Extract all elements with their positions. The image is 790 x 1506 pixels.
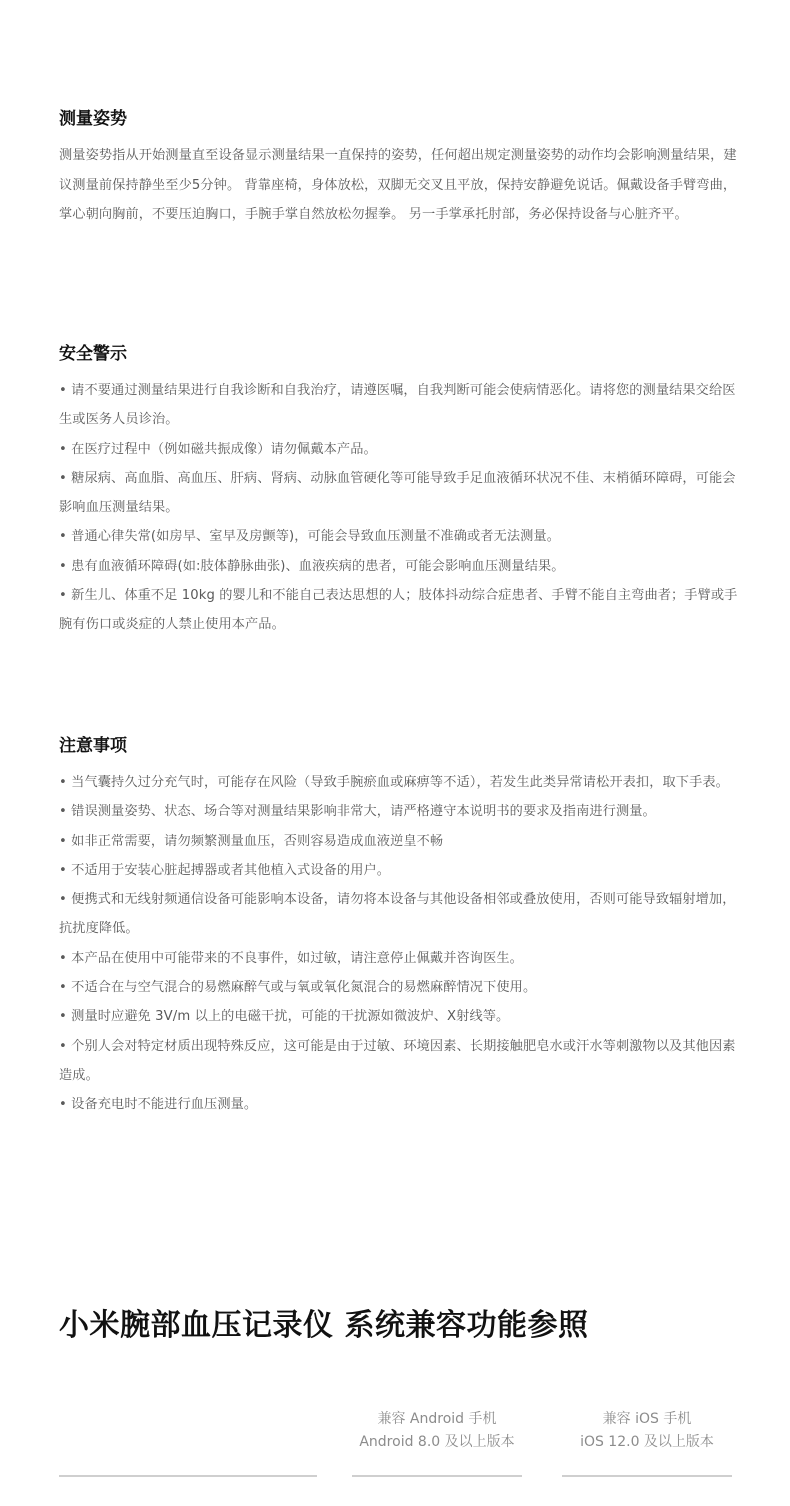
compat-ios (562, 1408, 732, 1454)
divider (352, 1475, 522, 1477)
notes-title: 注意事项 (59, 736, 127, 756)
list-item: • 请不要通过测量结果进行自我诊断和自我治疗，请遵医嘱，自我判断可能会使病情恶化。请将您的测量结果交给医生或医务人员诊治。 (59, 383, 736, 428)
divider (562, 1475, 732, 1477)
list-item: • 测量时应避免 3V/m 以上的电磁干扰，可能的干扰源如微波炉、X射线等。 (59, 1009, 510, 1025)
posture-title: 测量姿势 (59, 109, 127, 129)
safety-section (59, 342, 739, 640)
compat-android (352, 1408, 522, 1454)
list-item: • 普通心律失常(如房早、室早及房颤等)，可能会导致血压测量不准确或者无法测量。 (59, 529, 561, 545)
safety-list (59, 376, 739, 640)
list-item: • 本产品在使用中可能带来的不良事件，如过敏，请注意停止佩戴并咨询医生。 (59, 950, 523, 966)
compat-title: 小米腕部血压记录仪 系统兼容功能参照 (59, 1308, 589, 1343)
posture-text: 测量姿势指从开始测量直至设备显示测量结果一直保持的姿势，任何超出规定测量姿势的动作均会影响测量结果，建议测量前保持静坐至少5分钟。 背靠座椅，身体放松，双脚无交叉且平放，保持安静避免说话。佩戴设备手臂弯曲，掌心朝向胸前，不要压迫胸口，手腕手掌自然放松勿握拳。 另一手掌承托肘部，务必保持设备与心脏齐平。 (59, 148, 737, 222)
list-item: • 患有血液循环障碍(如:肢体静脉曲张)、血液疾病的患者，可能会影响血压测量结果。 (59, 558, 565, 574)
list-item: • 如非正常需要，请勿频繁测量血压，否则容易造成血液逆皇不畅 (59, 833, 444, 849)
compat-ios-line2: iOS 12.0 及以上版本 (580, 1434, 714, 1450)
list-item: • 不适合在与空气混合的易燃麻醉气或与氧或氧化氮混合的易燃麻醉情况下使用。 (59, 980, 537, 996)
divider (59, 1475, 317, 1477)
list-item: • 糖尿病、高血脂、高血压、肝病、肾病、动脉血管硬化等可能导致手足血液循环状况不佳、末梢循环障碍，可能会影响血压测量结果。 (59, 470, 736, 516)
notes-section (59, 734, 739, 1120)
list-item: • 当气囊持久过分充气时，可能存在风险（导致手腕瘀血或麻痹等不适），若发生此类异常请松开表扣，取下手表。 (59, 775, 729, 790)
compat-android-line1: 兼容 Android 手机 (377, 1411, 497, 1427)
list-item: • 个别人会对特定材质出现特殊反应，这可能是由于过敏、环境因素、长期接触肥皂水或汗水等刺激物以及其他因素造成。 (59, 1038, 736, 1083)
list-item: • 错误测量姿势、状态、场合等对测量结果影响非常大，请严格遵守本说明书的要求及指南进行测量。 (59, 804, 656, 820)
compat-android-line2: Android 8.0 及以上版本 (359, 1434, 515, 1450)
notes-list (59, 768, 739, 1120)
compat-ios-line1: 兼容 iOS 手机 (602, 1411, 692, 1427)
posture-section (59, 107, 739, 230)
list-item: • 新生儿、体重不足 10kg 的婴儿和不能自己表达思想的人；肢体抖动综合症患者、手臂不能自主弯曲者；手臂或手腕有伤口或炎症的人禁止使用本产品。 (59, 588, 738, 633)
list-item: • 不适用于安装心脏起搏器或者其他植入式设备的用户。 (59, 862, 391, 878)
safety-title: 安全警示 (59, 344, 127, 364)
list-item: • 在医疗过程中（例如磁共振成像）请勿佩戴本产品。 (59, 441, 377, 457)
list-item: • 设备充电时不能进行血压测量。 (59, 1097, 258, 1113)
list-item: • 便携式和无线射频通信设备可能影响本设备，请勿将本设备与其他设备相邻或叠放使用，否则可能导致辐射增加，抗扰度降低。 (59, 892, 736, 937)
